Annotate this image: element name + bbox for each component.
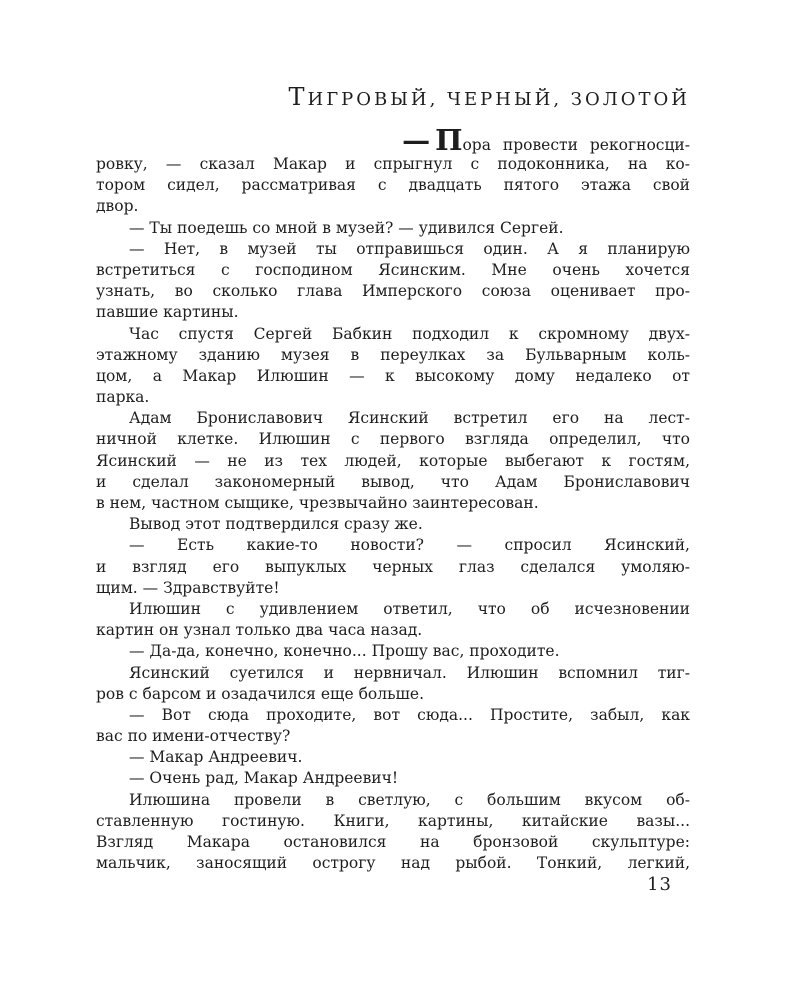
paragraph-opening-line: [96, 123, 690, 157]
chapter-title: [96, 84, 690, 110]
text-line: Адам Брониславович Ясинский встретил его на лест-: [129, 409, 690, 428]
text-line: цом, а Макар Илюшин — к высокому дому недалеко от: [96, 366, 690, 385]
text-line: павшие картины.: [96, 303, 239, 322]
text-line: ров с барсом и озадачился еще больше.: [96, 684, 425, 703]
paragraphs: [96, 154, 690, 874]
opening-line-text: ора провести рекогносци-: [462, 136, 690, 154]
text-line: — Очень рад, Макар Андреевич!: [129, 769, 399, 788]
drop-cap-letter: П: [435, 123, 463, 157]
text-line: двор.: [96, 197, 139, 216]
text-line: узнать, во сколько глава Имперского союза оценивает про-: [96, 282, 690, 301]
chapter-title-text: ИГРОВЫЙ, ЧЕРНЫЙ, ЗОЛОТОЙ: [307, 89, 690, 110]
text-line: тором сидел, рассматривая с двадцать пятого этажа свой: [96, 176, 690, 195]
text-line: ничной клетке. Илюшин с первого взгляда определил, что: [96, 430, 690, 449]
text-line: — Нет, в музей ты отправишься один. А я планирую: [129, 239, 690, 258]
text-line: этажному зданию музея в переулках за Бульварным коль-: [96, 345, 690, 364]
text-line: Взгляд Макара остановился на бронзовой скульптуре:: [96, 833, 690, 851]
text-line: — Ты поедешь со мной в музей? — удивился Сергей.: [129, 218, 564, 237]
page-number: 13: [647, 874, 672, 895]
text-line: Час спустя Сергей Бабкин подходил к скромному двух-: [129, 324, 690, 343]
text-line: встретиться с господином Ясинским. Мне очень хочется: [96, 260, 690, 279]
text-line: Илюшин с удивлением ответил, что об исчезновении: [129, 599, 690, 618]
text-line: ставленную гостиную. Книги, картины, китайские вазы...: [96, 811, 690, 830]
text-line: — Да-да, конечно, конечно... Прошу вас, проходите.: [129, 642, 560, 661]
text-line: картин он узнал только два часа назад.: [96, 621, 423, 640]
text-line: ровку, — сказал Макар и спрыгнул с подоконника, на ко-: [96, 155, 690, 173]
text-line: — Макар Андреевич.: [129, 748, 303, 767]
text-line: Ясинский суетился и нервничал. Илюшин вспомнил тиг-: [129, 663, 690, 682]
text-line: щим. — Здравствуйте!: [96, 578, 280, 597]
text-line: в нем, частном сыщике, чрезвычайно заинтересован.: [96, 494, 539, 512]
text-line: — Вот сюда проходите, вот сюда... Простите, забыл, как: [129, 705, 690, 724]
text-line: Илюшина провели в светлую, с большим вкусом об-: [129, 790, 690, 809]
text-line: Вывод этот подтвердился сразу же.: [129, 515, 423, 534]
text-line: и взгляд его выпуклых черных глаз сделался умоляю-: [96, 557, 690, 576]
text-line: вас по имени-отчеству?: [96, 727, 291, 746]
em-dash: —: [402, 124, 431, 157]
text-line: и сделал закономерный вывод, что Адам Брониславович: [96, 472, 690, 491]
text-block: [96, 84, 690, 874]
text-line: Ясинский — не из тех людей, которые выбегают к гостям,: [96, 451, 690, 470]
chapter-title-lead-letter: Т: [288, 83, 308, 111]
text-line: парка.: [96, 388, 150, 407]
text-line: — Есть какие-то новости? — спросил Ясинский,: [129, 536, 690, 555]
text-line: мальчик, заносящий острогу над рыбой. Тонкий, легкий,: [96, 854, 690, 873]
